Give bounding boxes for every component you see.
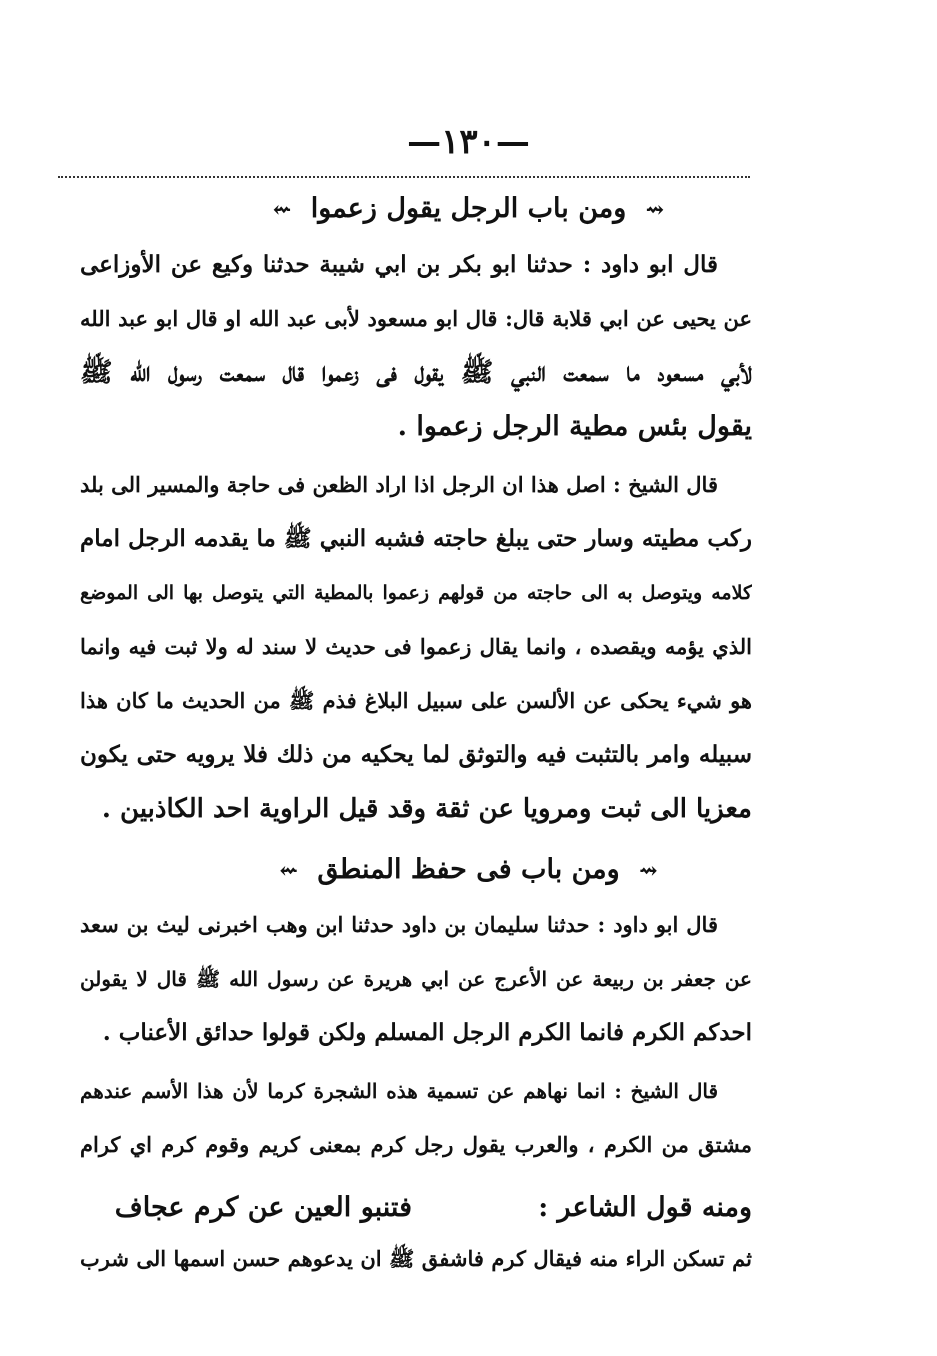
heading-text: ومن باب الرجل يقول زعموا [310, 193, 627, 224]
commentary-paragraph-2 [80, 1064, 752, 1172]
text-line: قال ابو داود : حدثنا ابو بكر بن ابي شيبة حدثنا وكيع عن الأوزاعى [80, 251, 719, 278]
hadith-paragraph-2 [80, 898, 752, 1060]
text-line: عن جعفر بن ربيعة عن الأعرج عن ابي هريرة عن رسول الله ﷺ قال لا يقولن [80, 967, 752, 991]
ornament-left-icon: ⇜ [279, 857, 298, 884]
text-line: قال الشيخ : اصل هذا ان الرجل اذا اراد الظعن فى حاجة والمسير الى بلد [80, 472, 718, 497]
text-line: قال ابو داود : حدثنا سليمان بن داود حدثنا ابن وهب اخبرنى ليث بن سعد [80, 912, 718, 937]
text-line: ركب مطيته وسار حتى يبلغ حاجته فشبه النبي ﷺ ما يقدمه الرجل امام [80, 525, 752, 552]
section-heading-speech [0, 848, 937, 892]
page-number: —١٣٠— [407, 122, 530, 162]
text-line: يقول بئس مطية الرجل زعموا . [397, 411, 752, 442]
text-line: الذي يؤمه ويقصده ، وانما يقال زعموا فى حديث لا سند له ولا ثبت فيه وانما [80, 634, 752, 659]
header-rule [58, 176, 750, 178]
text-line: لأبي مسعود ما سمعت النبي ﷺ يقول فى زعموا قال سمعت رسول الله ﷺ [80, 357, 752, 388]
text-line: سبيله وامر بالتثبت فيه والتوثق لما يحكيه من ذلك فلا يرويه حتى يكون [80, 741, 752, 768]
text-line: عن يحيى عن ابي قلابة قال: قال ابو مسعود لأبى عبد الله او قال ابو عبد الله [80, 306, 752, 331]
heading-text: ومن باب فى حفظ المنطق [317, 854, 620, 885]
commentary-paragraph-1 [80, 458, 752, 836]
commentary-paragraph-3 [80, 1232, 752, 1286]
ornament-right-icon: ⇝ [639, 857, 658, 884]
text-line: كلامه ويتوصل به الى حاجته من قولهم زعموا بالمطية التي يتوصل بها الى الموضع [80, 582, 752, 604]
text-line: هو شيء يحكى عن الألسن على سبيل البلاغ فذم ﷺ من الحديث ما كان هذا [80, 688, 752, 713]
text-line: احدكم الكرم فانما الكرم الرجل المسلم ولكن قولوا حدائق الأعناب . [102, 1019, 752, 1046]
text-line: قال الشيخ : انما نهاهم عن تسمية هذه الشجرة كرما لأن هذا الأسم عندهم [80, 1079, 718, 1103]
text-line: معزيا الى ثبت ومرويا عن ثقة وقد قيل الراوية احد الكاذبين . [101, 794, 752, 824]
text-line: ثم تسكن الراء منه فيقال كرم فاشفق ﷺ ان يدعوهم حسن اسمها الى شرب [80, 1246, 752, 1271]
ornament-right-icon: ⇝ [645, 196, 665, 223]
poem-citation [80, 1183, 752, 1233]
section-heading-zaamu [0, 187, 937, 231]
hadith-paragraph-1 [80, 238, 752, 454]
poem-verse: فتنبو العين عن كرم عجاف [114, 1192, 412, 1223]
poem-intro: ومنه قول الشاعر : [538, 1192, 752, 1223]
text-line: مشتق من الكرم ، والعرب يقول رجل كرم بمعنى كريم وقوم كرم اي كرام [80, 1132, 752, 1157]
ornament-left-icon: ⇜ [272, 196, 292, 223]
